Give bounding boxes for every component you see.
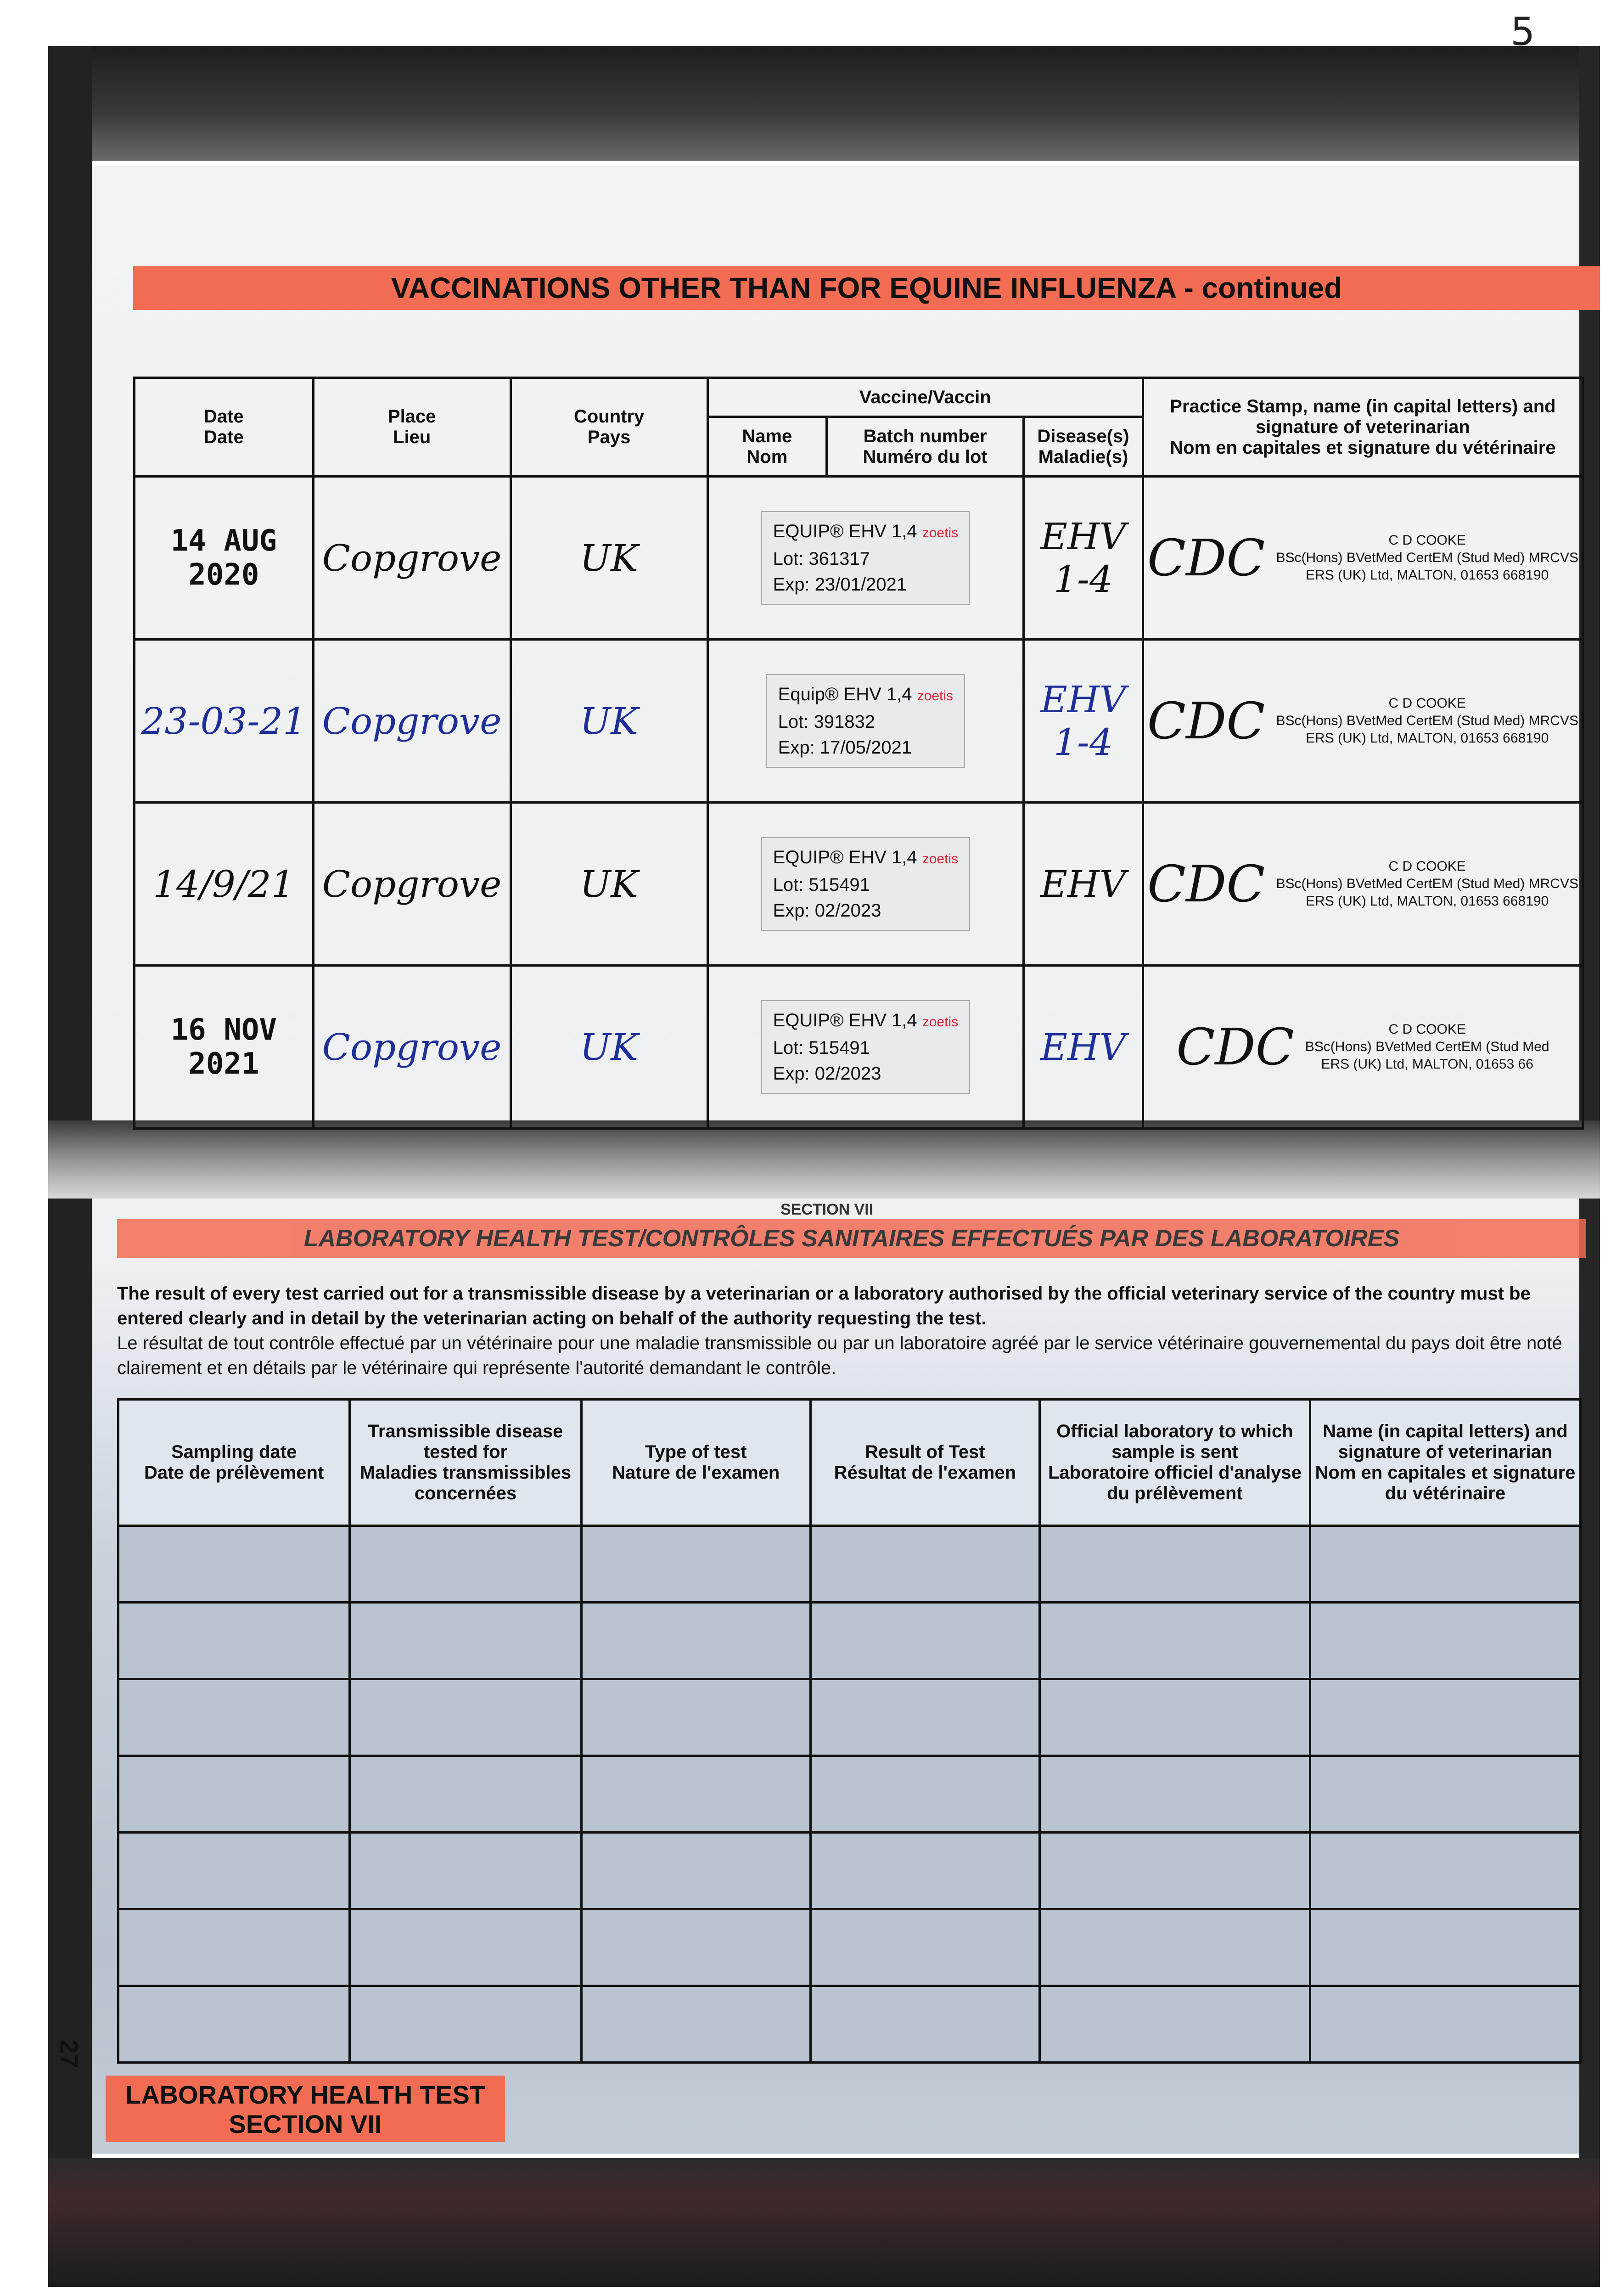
lab-empty-cell[interactable]	[810, 1603, 1039, 1679]
lab-header: Official laboratory to which sample is sent Laboratoire officiel d'analyse du prélèvement	[1039, 1400, 1310, 1526]
lab-header: Sampling date Date de prélèvement	[118, 1400, 350, 1526]
vaccination-disease: EHV	[1040, 1025, 1126, 1069]
lab-empty-row	[118, 1756, 1581, 1833]
lab-empty-cell[interactable]	[118, 1526, 350, 1603]
vaccination-date: 23-03-21	[141, 699, 307, 743]
lab-test-title: LABORATORY HEALTH TEST/CONTRÔLES SANITAIRES EFFECTUÉS PAR DES LABORATOIRES	[117, 1219, 1586, 1258]
lab-empty-cell[interactable]	[118, 1909, 350, 1986]
scan-frame-top	[48, 46, 1600, 161]
vaccination-row	[135, 803, 1583, 966]
vaccination-row	[135, 966, 1583, 1129]
lab-empty-row	[118, 1679, 1581, 1756]
lab-empty-cell[interactable]	[1310, 1679, 1580, 1756]
lab-empty-cell[interactable]	[350, 1679, 581, 1756]
vaccination-date: 16 NOV 2021	[170, 1013, 277, 1081]
lab-test-table	[117, 1398, 1582, 2064]
lab-empty-cell[interactable]	[581, 1756, 810, 1833]
vaccination-row	[135, 477, 1583, 640]
lab-empty-cell[interactable]	[1310, 1756, 1580, 1833]
section-tab: LABORATORY HEALTH TEST SECTION VII	[106, 2076, 505, 2142]
header-vaccine: Vaccine/Vaccin	[707, 378, 1143, 417]
vaccinations-title: VACCINATIONS OTHER THAN FOR EQUINE INFLUENZA - continued	[133, 266, 1600, 310]
vet-stamp: C D COOKE BSc(Hons) BVetMed CertEM (Stud Med) MRCVS ERS (UK) Ltd, MALTON, 01653 668190	[1276, 696, 1578, 746]
lab-empty-cell[interactable]	[581, 1986, 810, 2063]
lab-empty-cell[interactable]	[118, 1986, 350, 2063]
lab-empty-cell[interactable]	[350, 1603, 581, 1679]
lab-empty-cell[interactable]	[1039, 1603, 1310, 1679]
lab-intro	[117, 1281, 1591, 1380]
lab-empty-cell[interactable]	[1310, 1909, 1580, 1986]
vaccination-date: 14/9/21	[153, 862, 295, 906]
lab-empty-cell[interactable]	[1039, 1833, 1310, 1909]
lab-header: Name (in capital letters) and signature of veterinarian Nom en capitales et signature du vétérinaire	[1310, 1400, 1580, 1526]
section-label: SECTION VII	[780, 1201, 874, 1218]
vaccination-country: UK	[580, 536, 639, 580]
lab-empty-cell[interactable]	[350, 1526, 581, 1603]
lab-empty-cell[interactable]	[350, 1909, 581, 1986]
header-name: Name Nom	[707, 417, 826, 477]
header-disease: Disease(s) Maladie(s)	[1024, 417, 1143, 477]
lab-empty-cell[interactable]	[1039, 1756, 1310, 1833]
lab-header: Type of test Nature de l'examen	[581, 1400, 810, 1526]
vaccination-date: 14 AUG 2020	[170, 524, 277, 592]
lab-empty-row	[118, 1526, 1581, 1603]
page-number: 27	[55, 2039, 84, 2068]
lab-empty-cell[interactable]	[810, 1526, 1039, 1603]
lab-empty-cell[interactable]	[118, 1679, 350, 1756]
lab-empty-row	[118, 1603, 1581, 1679]
lab-empty-cell[interactable]	[118, 1833, 350, 1909]
vaccinations-table	[133, 377, 1584, 1130]
vet-stamp: C D COOKE BSc(Hons) BVetMed CertEM (Stud Med ERS (UK) Ltd, MALTON, 01653 66	[1305, 1022, 1549, 1072]
lab-empty-cell[interactable]	[581, 1679, 810, 1756]
vaccination-disease: EHV 1-4	[1040, 678, 1126, 764]
lab-empty-cell[interactable]	[810, 1909, 1039, 1986]
lab-empty-cell[interactable]	[1039, 1909, 1310, 1986]
vaccination-country: UK	[580, 699, 639, 743]
lab-empty-cell[interactable]	[350, 1756, 581, 1833]
lab-empty-cell[interactable]	[1039, 1526, 1310, 1603]
lab-empty-cell[interactable]	[1310, 1603, 1580, 1679]
lab-empty-cell[interactable]	[581, 1833, 810, 1909]
lab-empty-cell[interactable]	[350, 1986, 581, 2063]
vet-signature: CDC	[1147, 855, 1265, 913]
lab-intro-en: The result of every test carried out for a transmissible disease by a veterinarian or a laboratory authorised by the official veterinary service of the country must be entered clearly and in detail by the veterinarian acting on behalf of the authority requesting the test.	[117, 1283, 1531, 1328]
lab-empty-cell[interactable]	[810, 1986, 1039, 2063]
vaccination-disease: EHV	[1040, 862, 1126, 906]
corner-page-mark: 5	[1510, 9, 1535, 54]
lab-empty-cell[interactable]	[810, 1679, 1039, 1756]
lab-header: Result of Test Résultat de l'examen	[810, 1400, 1039, 1526]
lab-empty-cell[interactable]	[1310, 1833, 1580, 1909]
lab-empty-cell[interactable]	[1310, 1526, 1580, 1603]
lab-header: Transmissible disease tested for Maladies transmissibles concernées	[350, 1400, 581, 1526]
lab-empty-cell[interactable]	[581, 1909, 810, 1986]
vaccination-place: Copgrove	[322, 862, 502, 906]
vet-signature: CDC	[1147, 529, 1265, 587]
lab-empty-cell[interactable]	[350, 1833, 581, 1909]
lab-empty-cell[interactable]	[810, 1833, 1039, 1909]
scan-frame-bottom	[48, 2158, 1600, 2287]
lab-empty-cell[interactable]	[1039, 1679, 1310, 1756]
lab-intro-fr: Le résultat de tout contrôle effectué par un vétérinaire pour une maladie transmissible ou par un laboratoire agréé par le service vétérinaire gouvernemental du pays doit être noté clairement et en détails par le vétérinaire qui représente l'autorité demandant le contrôle.	[117, 1333, 1562, 1378]
lab-empty-cell[interactable]	[118, 1603, 350, 1679]
lab-empty-row	[118, 1986, 1581, 2063]
vaccination-row	[135, 640, 1583, 803]
header-place: Place Lieu	[313, 378, 511, 477]
header-vet: Practice Stamp, name (in capital letters) and signature of veterinarian Nom en capitales et signature du vétérinaire	[1143, 378, 1583, 477]
vaccination-country: UK	[580, 1025, 639, 1069]
vaccination-place: Copgrove	[322, 699, 502, 743]
lab-empty-cell[interactable]	[1310, 1986, 1580, 2063]
lab-empty-cell[interactable]	[581, 1603, 810, 1679]
page-gutter	[48, 1120, 1600, 1199]
lab-rows	[118, 1526, 1581, 2063]
vaccination-place: Copgrove	[322, 536, 502, 580]
vet-signature: CDC	[1147, 692, 1265, 750]
lab-empty-cell[interactable]	[1039, 1986, 1310, 2063]
lab-empty-row	[118, 1909, 1581, 1986]
vaccination-disease: EHV 1-4	[1040, 515, 1126, 601]
vet-stamp: C D COOKE BSc(Hons) BVetMed CertEM (Stud Med) MRCVS ERS (UK) Ltd, MALTON, 01653 668190	[1276, 533, 1578, 583]
lab-empty-cell[interactable]	[810, 1756, 1039, 1833]
header-batch: Batch number Numéro du lot	[827, 417, 1024, 477]
vaccine-sticker: Equip® EHV 1,4 zoetis Lot: 391832 Exp: 17/05/2021	[766, 674, 965, 768]
header-date: Date Date	[135, 378, 314, 477]
header-country: Country Pays	[511, 378, 707, 477]
vet-signature: CDC	[1176, 1018, 1294, 1076]
vaccination-country: UK	[580, 862, 639, 906]
vaccination-place: Copgrove	[322, 1025, 502, 1069]
vaccine-sticker: EQUIP® EHV 1,4 zoetis Lot: 515491 Exp: 02/2023	[761, 837, 971, 931]
lab-empty-cell[interactable]	[581, 1526, 810, 1603]
vaccine-sticker: EQUIP® EHV 1,4 zoetis Lot: 515491 Exp: 02/2023	[761, 1000, 971, 1094]
vet-stamp: C D COOKE BSc(Hons) BVetMed CertEM (Stud Med) MRCVS ERS (UK) Ltd, MALTON, 01653 668190	[1276, 859, 1578, 909]
lab-empty-row	[118, 1833, 1581, 1909]
lab-empty-cell[interactable]	[118, 1756, 350, 1833]
vaccine-sticker: EQUIP® EHV 1,4 zoetis Lot: 361317 Exp: 23/01/2021	[761, 511, 971, 605]
